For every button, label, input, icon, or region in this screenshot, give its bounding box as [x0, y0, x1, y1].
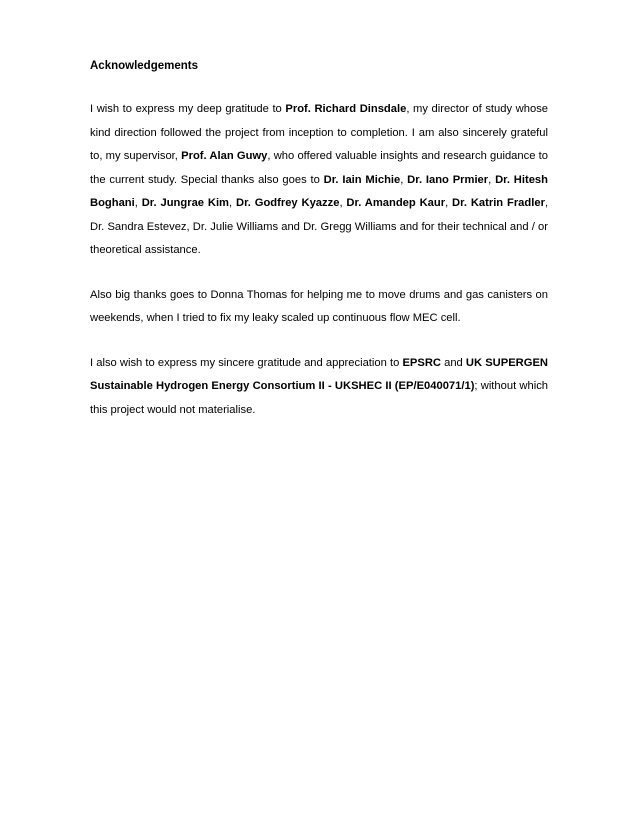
text-run: , [229, 197, 236, 209]
bold-text-run: EPSRC [402, 356, 441, 369]
page-title: Acknowledgements [90, 60, 198, 72]
text-run: , [488, 173, 496, 186]
text-run: , [445, 197, 453, 209]
text-run: , my director of study whose kind direction followed the project from inception to completion. I am also sincerely grateful to, my supervisor, [90, 103, 549, 162]
bold-text-run: Prof. Richard Dinsdale [285, 103, 407, 115]
bold-text-run: Dr. Godfrey Kyazze [235, 197, 340, 209]
bold-text-run: Dr. Iain Michie [323, 173, 401, 186]
bold-text-run: Dr. Katrin Fradler [452, 197, 545, 209]
bold-text-run: Prof. Alan Guwy [181, 150, 268, 162]
text-run: ; without which this project would not materialise. [90, 380, 549, 416]
bold-text-run: Dr. Amandep Kaur [346, 197, 446, 209]
text-run: and [440, 356, 466, 369]
text-run: I also wish to express my sincere gratitude and appreciation to [90, 356, 403, 369]
text-run: , [400, 173, 408, 186]
paragraph [90, 98, 548, 263]
bold-text-run: Dr. Hitesh Boghani [90, 173, 548, 209]
bold-text-run: UK SUPERGEN Sustainable Hydrogen Energy Consortium II - UKSHEC II (EP/E040071/1) [90, 356, 548, 392]
text-run: , who offered valuable insights and research guidance to the current study. Special thanks also goes to [90, 150, 548, 186]
text-run: , Dr. Sandra Estevez, Dr. Julie Williams and Dr. Gregg Williams and for their technical and / or theoretical assistance. [90, 197, 549, 256]
bold-text-run: Dr. Iano Prmier [407, 173, 489, 186]
text-run: Also big thanks goes to Donna Thomas for helping me to move drums and gas canisters on weekends, when I tried to fix my leaky scaled up continuous flow MEC cell. [90, 288, 548, 324]
document-page [90, 58, 548, 443]
text-run: I wish to express my deep gratitude to [90, 103, 286, 115]
paragraph [90, 352, 548, 423]
paragraph [90, 284, 548, 331]
text-run: , [134, 197, 142, 209]
bold-text-run: Dr. Jungrae Kim [141, 197, 230, 209]
text-run: , [339, 197, 347, 209]
acknowledgements-body [90, 98, 548, 422]
